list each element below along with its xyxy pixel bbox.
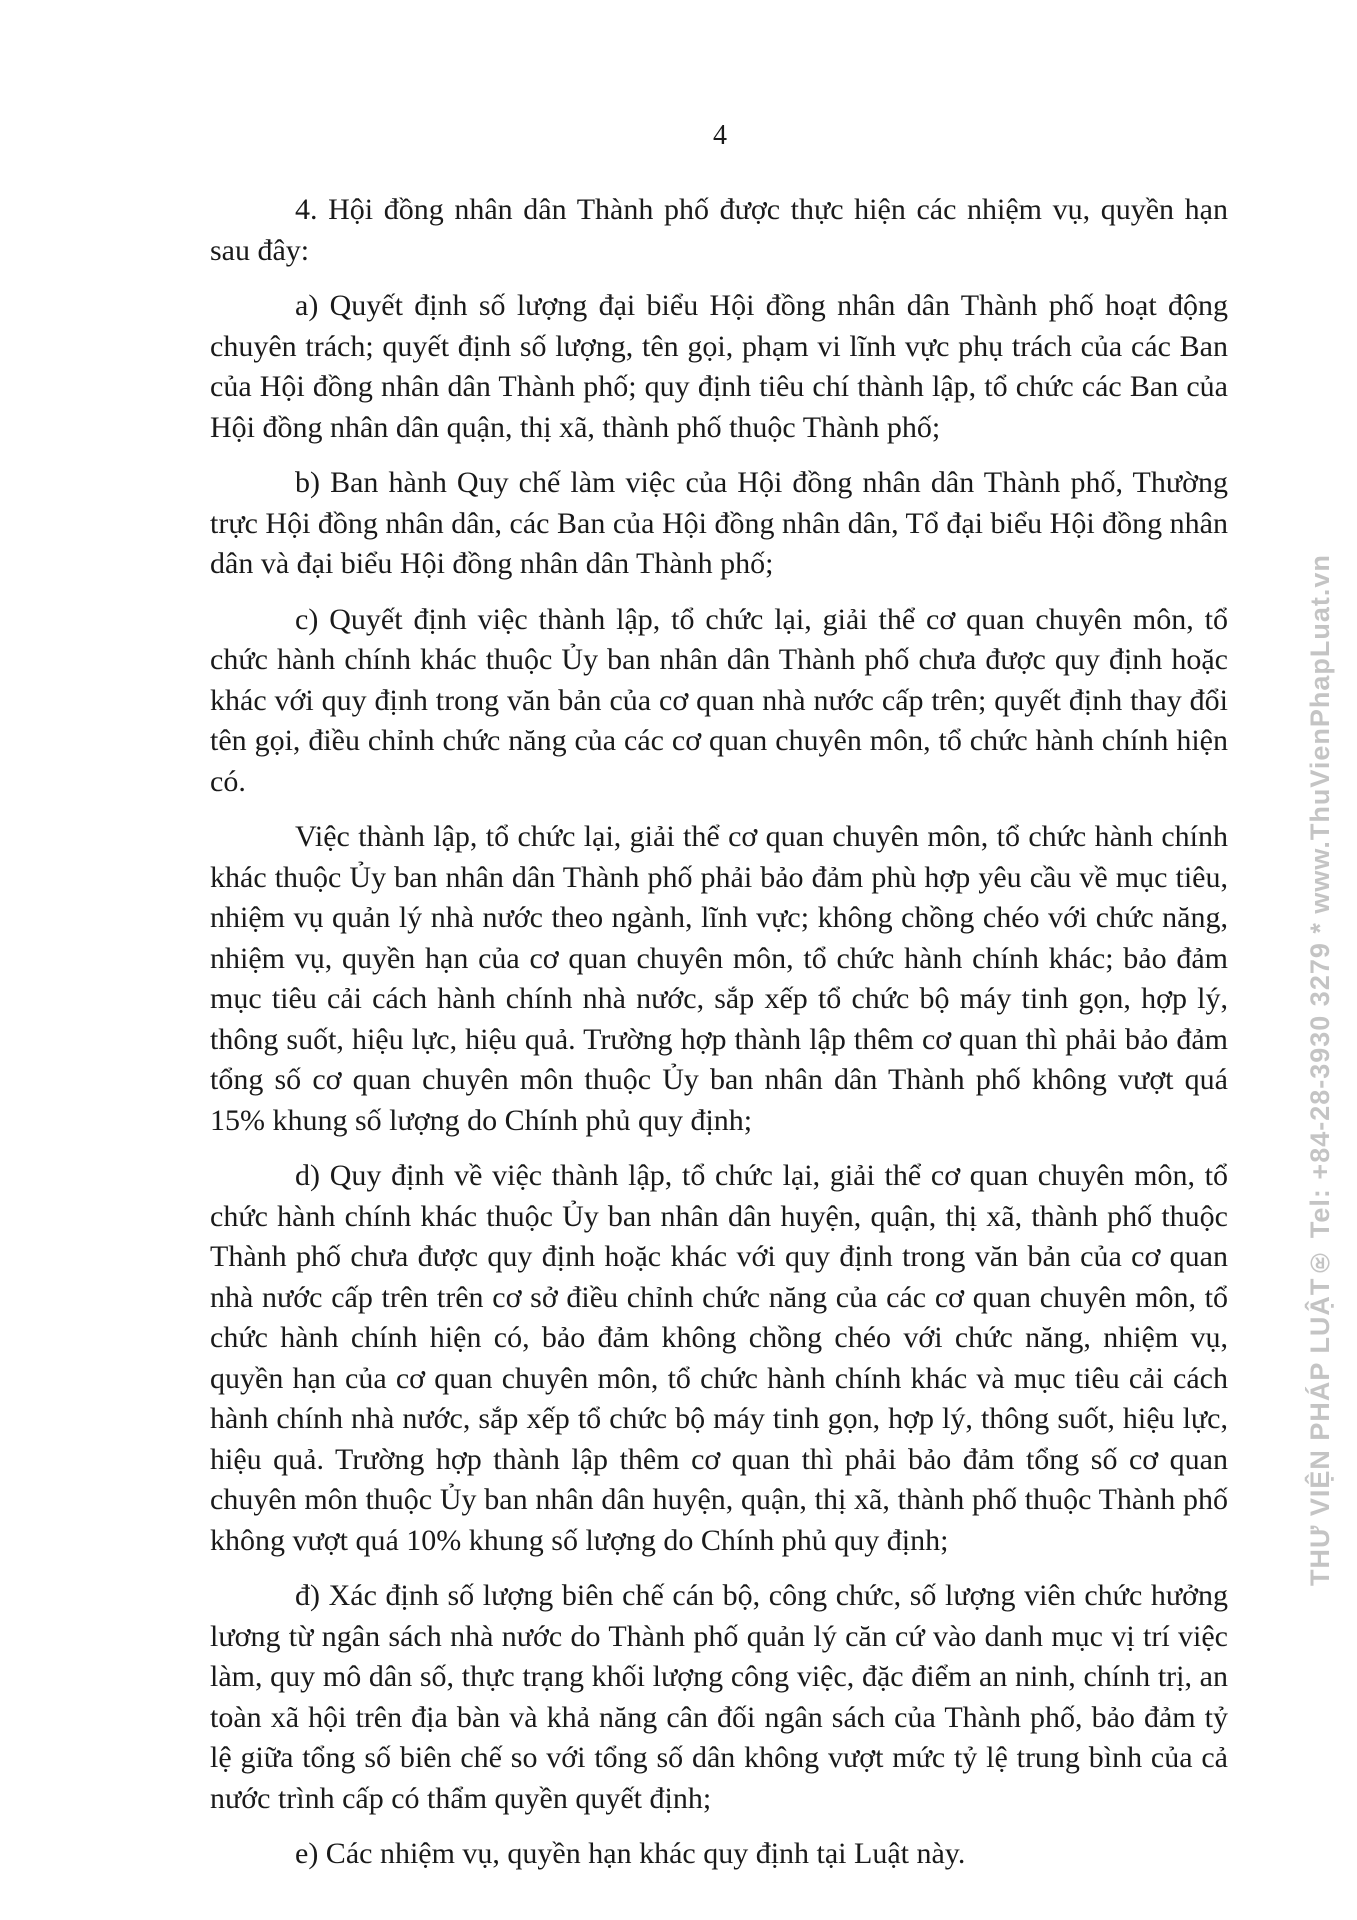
- document-body: [210, 190, 1228, 1890]
- paragraph-item-b: b) Ban hành Quy chế làm việc của Hội đồng nhân dân Thành phố, Thường trực Hội đồng nhân dân, các Ban của Hội đồng nhân dân, Tổ đại biểu Hội đồng nhân dân và đại biểu Hội đồng nhân dân Thành phố;: [210, 466, 1228, 580]
- paragraph-item-d: d) Quy định về việc thành lập, tổ chức lại, giải thể cơ quan chuyên môn, tổ chức hành chính khác thuộc Ủy ban nhân dân huyện, quận, thị xã, thành phố thuộc Thành phố chưa được quy định hoặc khác với quy định trong văn bản của cơ quan nhà nước cấp trên trên cơ sở điều chỉnh chức năng của các cơ quan chuyên môn, tổ chức hành chính hiện có, bảo đảm không chồng chéo với chức năng, nhiệm vụ, quyền hạn của cơ quan chuyên môn, tổ chức hành chính khác và mục tiêu cải cách hành chính nhà nước, sắp xếp tổ chức bộ máy tinh gọn, hợp lý, thông suốt, hiệu lực, hiệu quả. Trường hợp thành lập thêm cơ quan thì phải bảo đảm tổng số cơ quan chuyên môn thuộc Ủy ban nhân dân huyện, quận, thị xã, thành phố thuộc Thành phố không vượt quá 10% khung số lượng do Chính phủ quy định;: [210, 1159, 1228, 1557]
- paragraph-item-c: c) Quyết định việc thành lập, tổ chức lại, giải thể cơ quan chuyên môn, tổ chức hành chính khác thuộc Ủy ban nhân dân Thành phố chưa được quy định hoặc khác với quy định trong văn bản của cơ quan nhà nước cấp trên; quyết định thay đổi tên gọi, điều chỉnh chức năng của các cơ quan chuyên môn, tổ chức hành chính hiện có.: [210, 602, 1228, 798]
- paragraph-item-dd: đ) Xác định số lượng biên chế cán bộ, công chức, số lượng viên chức hưởng lương từ ngân sách nhà nước do Thành phố quản lý căn cứ vào danh mục vị trí việc làm, quy mô dân số, thực trạng khối lượng công việc, đặc điểm an ninh, chính trị, an toàn xã hội trên địa bàn và khả năng cân đối ngân sách của Thành phố, bảo đảm tỷ lệ giữa tổng số biên chế so với tổng số dân không vượt mức tỷ lệ trung bình của cả nước trình cấp có thẩm quyền quyết định;: [210, 1579, 1228, 1815]
- watermark: THƯ VIỆN PHÁP LUẬT® Tel: +84-28-3930 3279 * www.ThuVienPhapLuat.vn: [1305, 554, 1335, 1586]
- paragraph-item-e: e) Các nhiệm vụ, quyền hạn khác quy định tại Luật này.: [295, 1837, 966, 1870]
- paragraph-item-a: a) Quyết định số lượng đại biểu Hội đồng nhân dân Thành phố hoạt động chuyên trách; quyết định số lượng, tên gọi, phạm vi lĩnh vực phụ trách của các Ban của Hội đồng nhân dân Thành phố; quy định tiêu chí thành lập, tổ chức các Ban của Hội đồng nhân dân quận, thị xã, thành phố thuộc Thành phố;: [210, 289, 1228, 444]
- paragraph-clause-4: 4. Hội đồng nhân dân Thành phố được thực hiện các nhiệm vụ, quyền hạn sau đây:: [210, 193, 1228, 267]
- paragraph-item-c-continued: Việc thành lập, tổ chức lại, giải thể cơ quan chuyên môn, tổ chức hành chính khác thuộc Ủy ban nhân dân Thành phố phải bảo đảm phù hợp yêu cầu về mục tiêu, nhiệm vụ quản lý nhà nước theo ngành, lĩnh vực; không chồng chéo với chức năng, nhiệm vụ, quyền hạn của cơ quan chuyên môn, tổ chức hành chính khác; bảo đảm mục tiêu cải cách hành chính nhà nước, sắp xếp tổ chức bộ máy tinh gọn, hợp lý, thông suốt, hiệu lực, hiệu quả. Trường hợp thành lập thêm cơ quan thì phải bảo đảm tổng số cơ quan chuyên môn thuộc Ủy ban nhân dân Thành phố không vượt quá 15% khung số lượng do Chính phủ quy định;: [210, 820, 1228, 1137]
- page-number: 4: [713, 120, 727, 151]
